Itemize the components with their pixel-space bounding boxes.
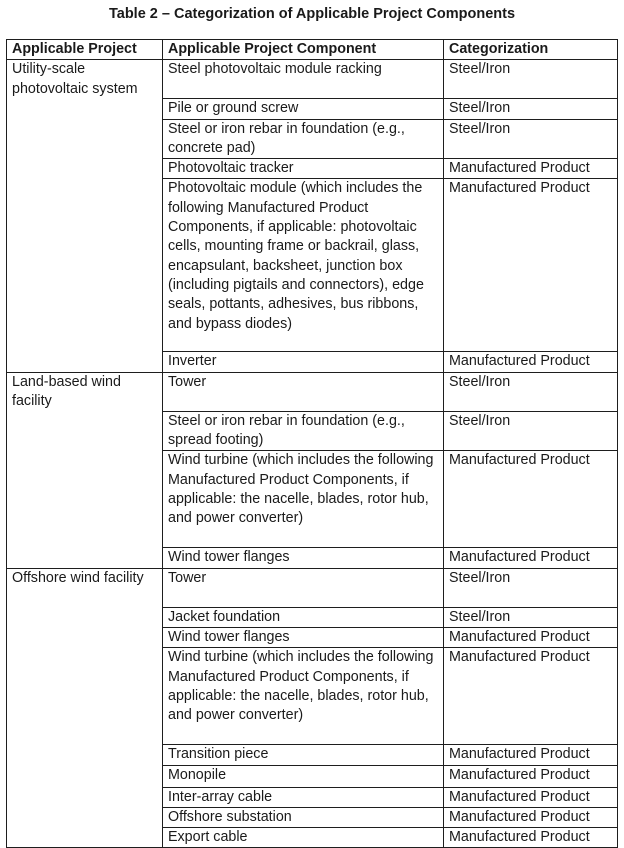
categorization-cell: Manufactured Product xyxy=(444,765,618,787)
applicable-project-cell: Utility-scale photovoltaic system xyxy=(7,60,163,372)
categorization-cell: Steel/Iron xyxy=(444,568,618,607)
table-row xyxy=(7,60,618,99)
component-cell: Wind tower flanges xyxy=(163,548,444,568)
categorization-cell: Steel/Iron xyxy=(444,607,618,627)
component-cell: Wind tower flanges xyxy=(163,627,444,647)
categorization-cell: Manufactured Product xyxy=(444,627,618,647)
header-applicable-project: Applicable Project xyxy=(7,40,163,60)
table-title: Table 2 – Categorization of Applicable Project Components xyxy=(108,6,516,22)
categorization-cell: Steel/Iron xyxy=(444,372,618,411)
component-cell: Offshore substation xyxy=(163,807,444,827)
component-cell: Wind turbine (which includes the following Manufactured Product Components, if applicable: the nacelle, blades, rotor hub, and power converter) xyxy=(163,648,444,745)
component-cell: Photovoltaic module (which includes the following Manufactured Product Components, if applicable: photovoltaic cells, mounting frame or backrail, glass, encapsulant, backsheet, junction box (including pigtails and connectors), edge seals, pottants, adhesives, bus ribbons, and bypass diodes) xyxy=(163,179,444,352)
categorization-cell: Manufactured Product xyxy=(444,451,618,548)
component-cell: Inter-array cable xyxy=(163,787,444,807)
categorization-cell: Manufactured Product xyxy=(444,787,618,807)
component-cell: Jacket foundation xyxy=(163,607,444,627)
header-categorization: Categorization xyxy=(444,40,618,60)
categorization-cell: Manufactured Product xyxy=(444,352,618,372)
categorization-table xyxy=(6,39,618,848)
component-cell: Photovoltaic tracker xyxy=(163,159,444,179)
table-row xyxy=(7,568,618,607)
component-cell: Steel or iron rebar in foundation (e.g., concrete pad) xyxy=(163,119,444,159)
categorization-cell: Manufactured Product xyxy=(444,159,618,179)
categorization-cell: Manufactured Product xyxy=(444,745,618,765)
applicable-project-cell: Offshore wind facility xyxy=(7,568,163,848)
component-cell: Monopile xyxy=(163,765,444,787)
categorization-cell: Manufactured Product xyxy=(444,648,618,745)
categorization-cell: Manufactured Product xyxy=(444,828,618,848)
categorization-cell: Steel/Iron xyxy=(444,119,618,159)
component-cell: Tower xyxy=(163,372,444,411)
header-applicable-project-component: Applicable Project Component xyxy=(163,40,444,60)
applicable-project-cell: Land-based wind facility xyxy=(7,372,163,568)
component-cell: Pile or ground screw xyxy=(163,99,444,119)
table-row xyxy=(7,372,618,411)
component-cell: Transition piece xyxy=(163,745,444,765)
categorization-cell: Manufactured Product xyxy=(444,548,618,568)
component-cell: Steel photovoltaic module racking xyxy=(163,60,444,99)
categorization-cell: Steel/Iron xyxy=(444,411,618,451)
categorization-cell: Steel/Iron xyxy=(444,60,618,99)
component-cell: Tower xyxy=(163,568,444,607)
categorization-cell: Manufactured Product xyxy=(444,179,618,352)
component-cell: Steel or iron rebar in foundation (e.g., spread footing) xyxy=(163,411,444,451)
component-cell: Export cable xyxy=(163,828,444,848)
categorization-cell: Manufactured Product xyxy=(444,807,618,827)
component-cell: Wind turbine (which includes the following Manufactured Product Components, if applicable: the nacelle, blades, rotor hub, and power converter) xyxy=(163,451,444,548)
component-cell: Inverter xyxy=(163,352,444,372)
categorization-cell: Steel/Iron xyxy=(444,99,618,119)
table-header-row xyxy=(7,40,618,60)
